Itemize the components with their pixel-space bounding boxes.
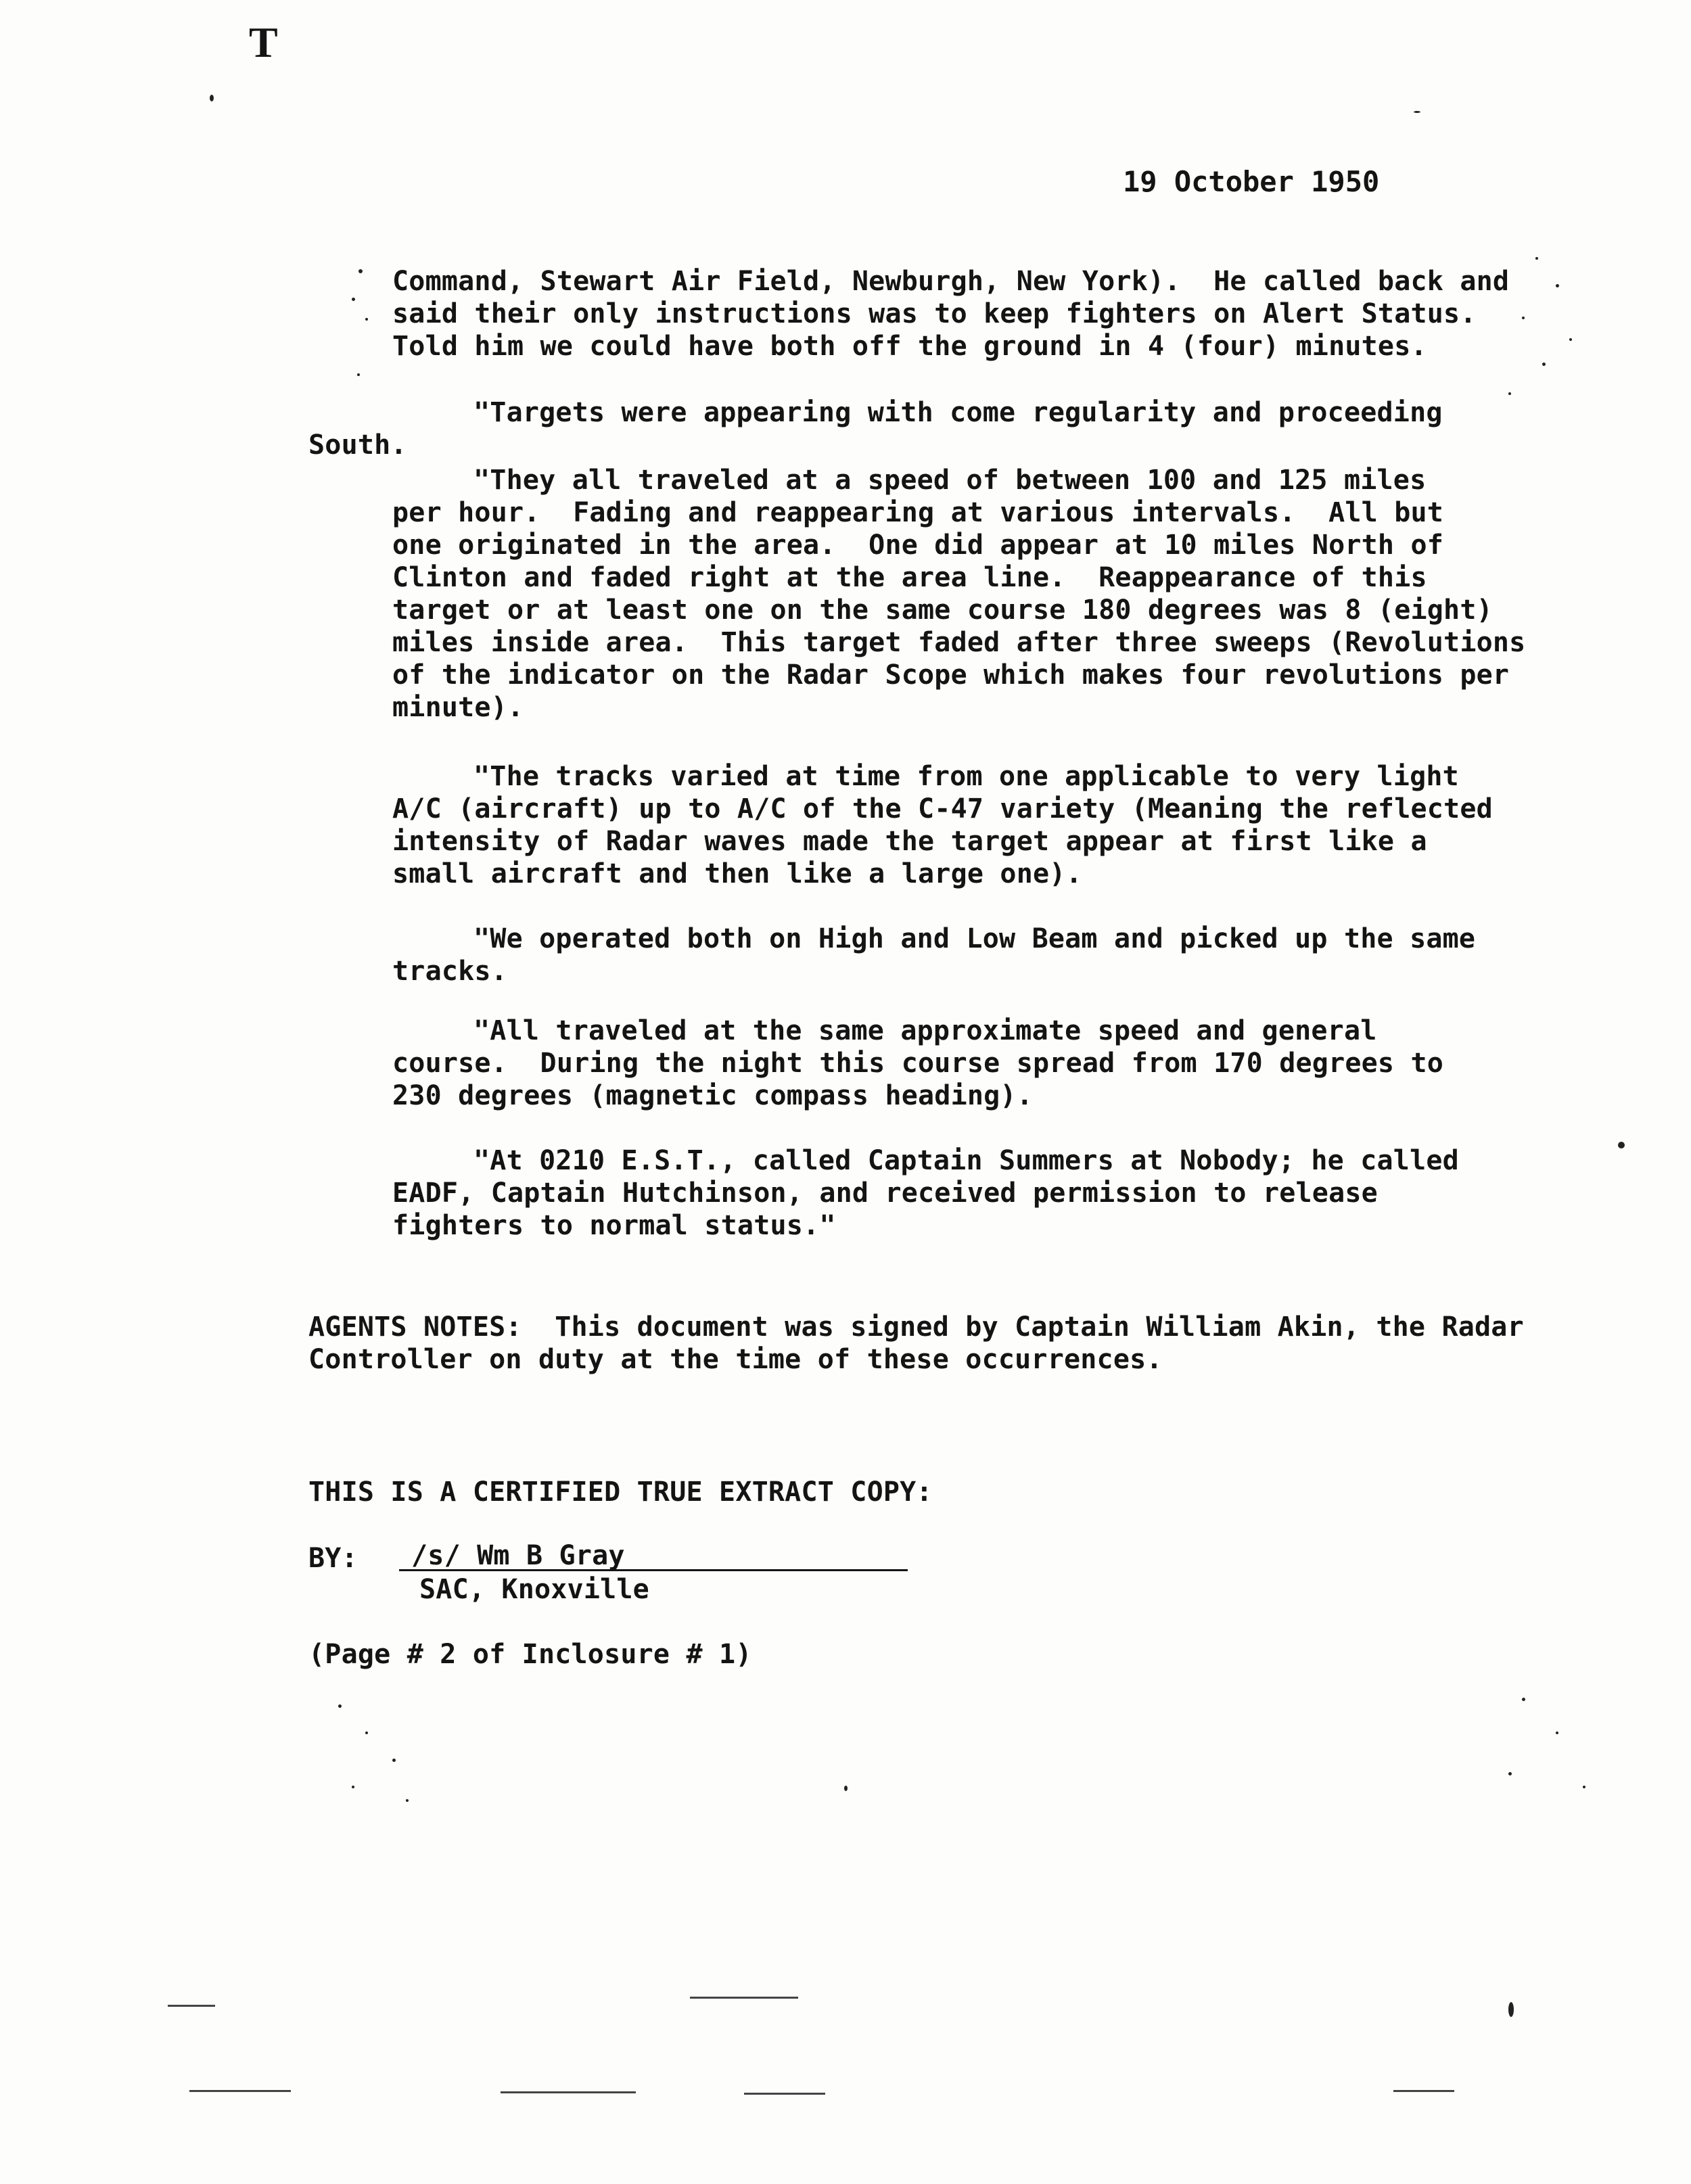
scan-speck bbox=[1508, 392, 1511, 395]
text-line: "They all traveled at a speed of between 100 and 125 miles bbox=[473, 465, 1427, 496]
text-line: per hour. Fading and reappearing at various intervals. All but bbox=[392, 497, 1444, 528]
scan-speck bbox=[1618, 1142, 1625, 1148]
scan-speck bbox=[1556, 1732, 1558, 1734]
scan-speck bbox=[352, 298, 355, 301]
scan-speck bbox=[1556, 284, 1559, 287]
text-line: target or at least one on the same course 180 degrees was 8 (eight) bbox=[392, 595, 1493, 626]
text-line: Command, Stewart Air Field, Newburgh, New York). He called back and bbox=[392, 266, 1510, 297]
text-line: course. During the night this course spread from 170 degrees to bbox=[392, 1048, 1444, 1079]
scan-speck bbox=[338, 1704, 342, 1708]
scan-speck bbox=[1508, 2002, 1514, 2017]
scan-artifact bbox=[189, 2090, 291, 2092]
scan-speck bbox=[357, 373, 360, 376]
scan-speck bbox=[1522, 317, 1525, 319]
agents-notes-line: AGENTS NOTES: This document was signed by Captain William Akin, the Radar bbox=[308, 1311, 1524, 1343]
scan-artifact bbox=[168, 2005, 215, 2007]
scan-artifact bbox=[501, 2091, 636, 2093]
scan-speck bbox=[1414, 111, 1420, 113]
signature-office: SAC, Knoxville bbox=[419, 1574, 649, 1605]
text-line: said their only instructions was to keep fighters on Alert Status. bbox=[392, 298, 1477, 329]
scan-speck bbox=[844, 1786, 848, 1791]
scan-speck bbox=[358, 269, 363, 273]
scan-speck bbox=[1583, 1786, 1585, 1788]
document-date: 19 October 1950 bbox=[1123, 165, 1380, 198]
text-line: small aircraft and then like a large one). bbox=[392, 858, 1082, 889]
scan-speck bbox=[365, 1732, 368, 1734]
text-line: minute). bbox=[392, 692, 524, 723]
scan-speck bbox=[1508, 1772, 1512, 1775]
text-line: tracks. bbox=[392, 956, 507, 987]
text-line: fighters to normal status." bbox=[392, 1210, 836, 1241]
corner-mark: T bbox=[249, 18, 278, 66]
text-line: "The tracks varied at time from one applicable to very light bbox=[473, 761, 1459, 792]
text-line: 230 degrees (magnetic compass heading). bbox=[392, 1080, 1033, 1111]
scan-speck bbox=[352, 1786, 354, 1788]
scan-artifact bbox=[690, 1997, 798, 1999]
signature-by-label: BY: bbox=[308, 1543, 358, 1574]
scan-speck bbox=[1522, 1698, 1525, 1701]
agents-notes-line: Controller on duty at the time of these occurrences. bbox=[308, 1344, 1163, 1375]
scan-speck bbox=[406, 1799, 409, 1802]
text-line: Told him we could have both off the ground in 4 (four) minutes. bbox=[392, 331, 1427, 362]
text-line: one originated in the area. One did appear at 10 miles North of bbox=[392, 530, 1444, 561]
text-line: "At 0210 E.S.T., called Captain Summers at Nobody; he called bbox=[473, 1145, 1459, 1176]
scan-speck bbox=[210, 95, 214, 101]
text-line: of the indicator on the Radar Scope which makes four revolutions per bbox=[392, 659, 1510, 691]
scan-speck bbox=[1569, 338, 1572, 341]
scan-artifact bbox=[744, 2093, 825, 2095]
text-line: South. bbox=[308, 429, 407, 461]
text-line: intensity of Radar waves made the target appear at first like a bbox=[392, 826, 1427, 857]
page-reference: (Page # 2 of Inclosure # 1) bbox=[308, 1639, 752, 1670]
scan-artifact bbox=[1393, 2090, 1454, 2092]
signature-underline bbox=[399, 1569, 908, 1571]
signature-name: /s/ Wm B Gray bbox=[411, 1540, 625, 1571]
scan-speck bbox=[392, 1759, 396, 1762]
text-line: A/C (aircraft) up to A/C of the C-47 variety (Meaning the reflected bbox=[392, 793, 1493, 824]
certification-statement: THIS IS A CERTIFIED TRUE EXTRACT COPY: bbox=[308, 1477, 933, 1508]
text-line: "We operated both on High and Low Beam and picked up the same bbox=[473, 923, 1476, 954]
text-line: "Targets were appearing with come regularity and proceeding bbox=[473, 397, 1443, 428]
scan-speck bbox=[1535, 257, 1538, 260]
scan-speck bbox=[1542, 363, 1546, 366]
text-line: EADF, Captain Hutchinson, and received permission to release bbox=[392, 1178, 1378, 1209]
text-line: "All traveled at the same approximate speed and general bbox=[473, 1015, 1377, 1046]
text-line: miles inside area. This target faded after three sweeps (Revolutions bbox=[392, 627, 1526, 658]
text-line: Clinton and faded right at the area line. Reappearance of this bbox=[392, 562, 1427, 593]
scan-speck bbox=[365, 318, 368, 321]
